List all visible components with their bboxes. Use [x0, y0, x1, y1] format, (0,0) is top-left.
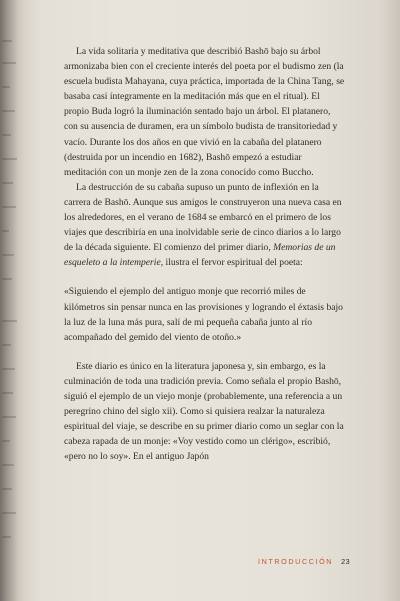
- page-number: 23: [341, 557, 351, 566]
- paragraph-2-text-after: , ilustra el fervor espiritual del poeta:: [160, 257, 303, 269]
- diary-title: Memorias de un esqueleto a la intemperie: [64, 242, 336, 269]
- section-label: INTRODUCCIÓN: [258, 557, 334, 566]
- facing-page-edge: [0, 0, 22, 601]
- paragraph-1: La vida solitaria y meditativa que describió Bashō bajo su árbol armonizaba bien con el creciente interés del poeta por el budismo zen (la escuela budista Mahayana, cuya práctica, importada de la China Tang, se basaba casi íntegramente en la meditación más que en el ritual). El propio Buda logró la iluminación sentado bajo un árbol. El platanero, con su ausencia de duramen, era un símbolo budista de transitoriedad y vacío. Durante los dos años en que vivió en la cabaña del platanero (destruida por un incendio en 1682), Bashō empezó a estudiar meditación con un monje zen de la zona conocido como Buccho.: [64, 46, 345, 178]
- running-footer: [258, 557, 350, 566]
- body-text: [64, 44, 346, 464]
- paragraph-3: Este diario es único en la literatura japonesa y, sin embargo, es la culminación de toda una tradición previa. Como señala el propio Bashō, siguió el ejemplo de un viejo monje (probablemente, una referencia a un peregrino chino del siglo xii). Como si quisiera realzar la naturaleza espiritual del viaje, se describe en su primer diario como un seglar con la cabeza rapada de un monje: «Voy vestido como un clérigo», escribió, «pero no lo soy». En el antiguo Japón: [64, 360, 344, 463]
- paragraph-2: [64, 180, 346, 271]
- paragraph-2-text-before: La destrucción de su cabaña supuso un punto de inflexión en la carrera de Bashō. Aunque sus amigos le construyeron una nueva casa en los alrededores, en el verano de 1684 se embarcó en el primero de los viajes que describiría en una inolvidable serie de cinco diarios a lo largo de la década siguiente. El comienzo del primer diario,: [64, 181, 342, 254]
- block-quote: «Siguiendo el ejemplo del antiguo monje que recorrió miles de kilómetros sin pensar nunca en las provisiones y logrando el éxtasis bajo la luz de la luna más pura, salí de mi pequeña cabaña junto al río acompañado del gemido del viento de otoño.»: [64, 286, 343, 343]
